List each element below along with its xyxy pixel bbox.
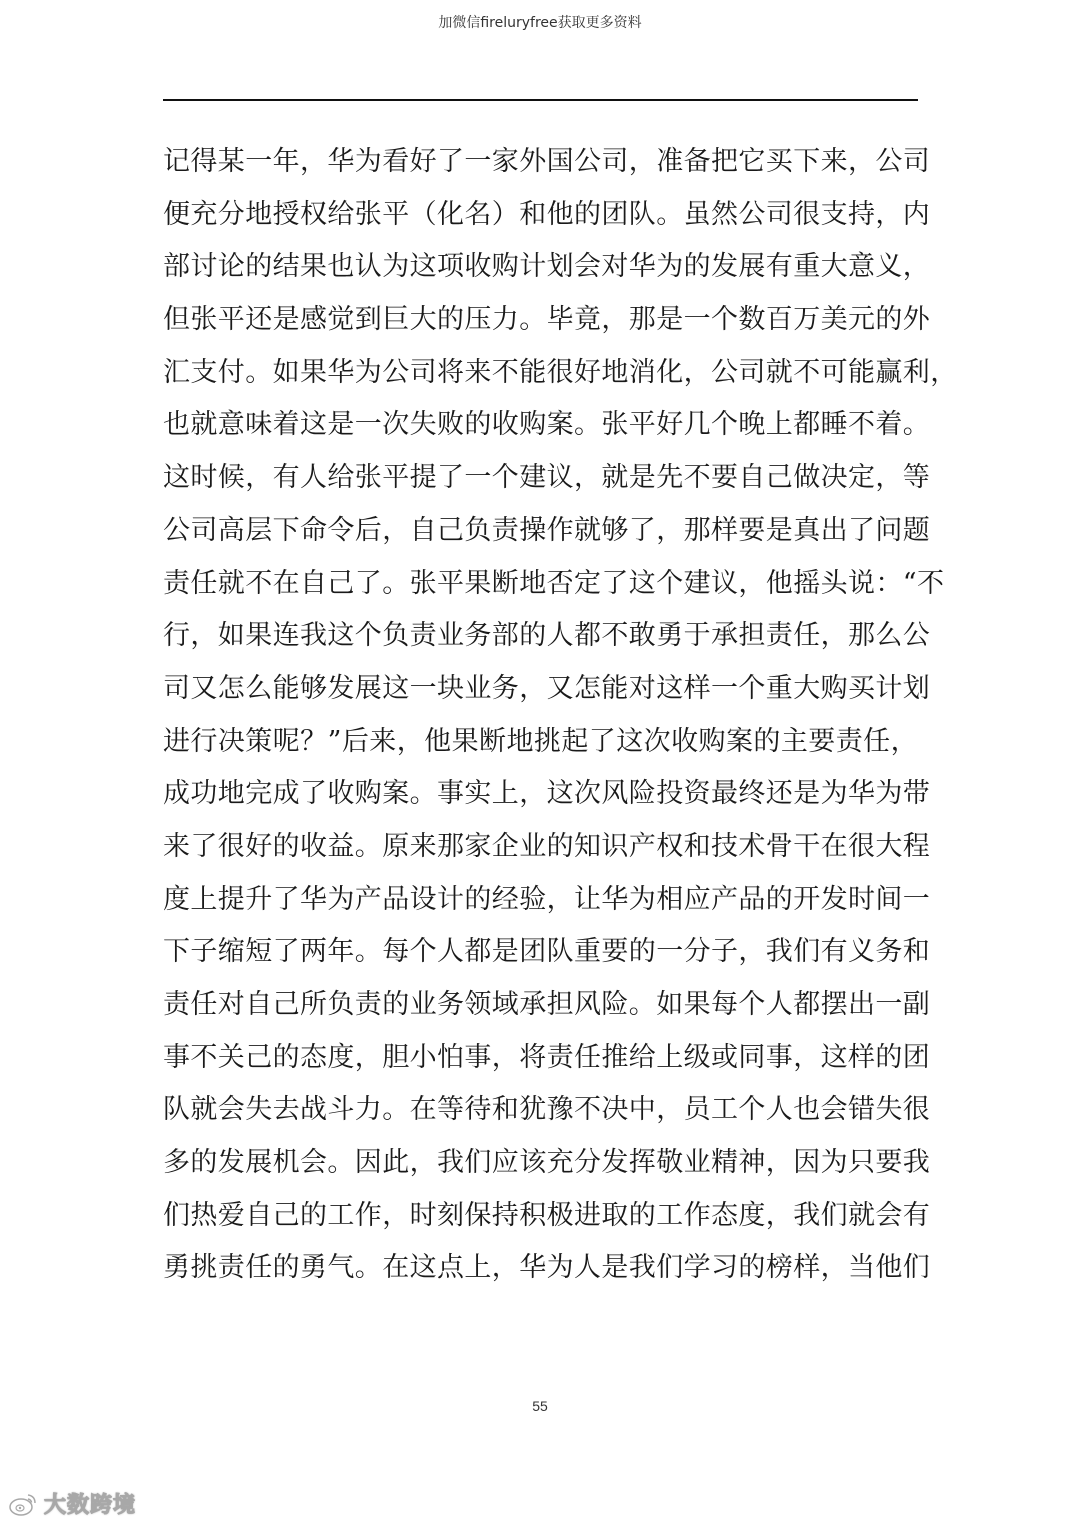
text-line: 来了很好的收益。原来那家企业的知识产权和技术骨干在很大程 [163,830,931,862]
text-line: 们热爱自己的工作，时刻保持积极进取的工作态度，我们就会有 [163,1199,931,1231]
text-line: 责任就不在自己了。张平果断地否定了这个建议，他摇头说：“不 [163,567,945,599]
text-line: 便充分地授权给张平（化名）和他的团队。虽然公司很支持，内 [163,198,931,230]
text-line: 公司高层下命令后，自己负责操作就够了，那样要是真出了问题 [163,514,931,546]
text-line: 下子缩短了两年。每个人都是团队重要的一分子，我们有义务和 [163,936,931,968]
text-line: 这时候，有人给张平提了一个建议，就是先不要自己做决定，等 [163,462,931,494]
text-line: 成功地完成了收购案。事实上，这次风险投资最终还是为华为带 [163,778,931,810]
page-number: 55 [532,1398,548,1414]
watermark-text: 大数跨境 [44,1493,137,1518]
watermark [8,1488,136,1519]
text-line: 部讨论的结果也认为这项收购计划会对华为的发展有重大意义， [163,251,931,283]
text-line: 进行决策呢？”后来，他果断地挑起了这次收购案的主要责任， [163,725,918,757]
text-line: 记得某一年，华为看好了一家外国公司，准备把它买下来，公司 [163,146,931,177]
body-text [163,136,958,1295]
text-line: 也就意味着这是一次失败的收购案。张平好几个晚上都睡不着。 [163,409,931,441]
text-line: 司又怎么能够发展这一块业务，又怎能对这样一个重大购买计划 [163,672,931,704]
text-line: 但张平还是感觉到巨大的压力。毕竟，那是一个数百万美元的外 [163,304,931,336]
text-line: 勇挑责任的勇气。在这点上，华为人是我们学习的榜样，当他们 [163,1252,931,1284]
page-header: 加微信fireluryfree获取更多资料 [438,15,642,31]
text-line: 责任对自己所负责的业务领域承担风险。如果每个人都摆出一副 [163,989,931,1020]
weibo-icon [8,1491,38,1517]
text-line: 度上提升了华为产品设计的经验，让华为相应产品的开发时间一 [163,883,931,915]
text-line: 事不关己的态度，胆小怕事，将责任推给上级或同事，这样的团 [163,1041,931,1073]
text-line: 行，如果连我这个负责业务部的人都不敢勇于承担责任，那么公 [163,620,931,652]
text-line: 队就会失去战斗力。在等待和犹豫不决中，员工个人也会错失很 [163,1094,931,1126]
header-divider [163,99,918,101]
text-line: 多的发展机会。因此，我们应该充分发挥敬业精神，因为只要我 [163,1147,931,1179]
text-line: 汇支付。如果华为公司将来不能很好地消化，公司就不可能赢利， [163,356,958,388]
